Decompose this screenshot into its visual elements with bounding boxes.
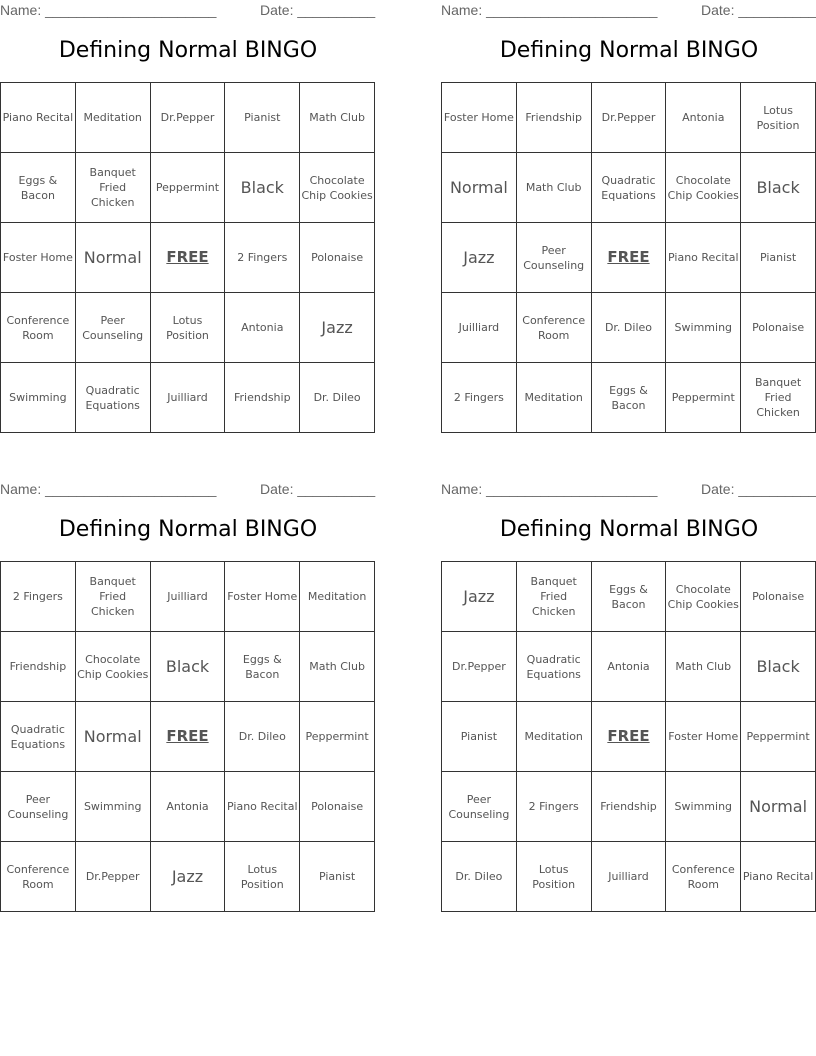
bingo-cell: 2 Fingers [442, 363, 517, 433]
bingo-cell: Eggs & Bacon [1, 153, 76, 223]
name-field: Name: ______________________ [0, 2, 217, 18]
bingo-cell: Foster Home [225, 562, 300, 632]
bingo-cell: Normal [76, 223, 151, 293]
bingo-cell: Dr.Pepper [442, 632, 517, 702]
bingo-card-4 [441, 479, 816, 919]
bingo-card-1 [0, 0, 376, 440]
bingo-cell: Lotus Position [225, 842, 300, 912]
bingo-cell: Piano Recital [225, 772, 300, 842]
bingo-cell: Jazz [442, 562, 517, 632]
bingo-cell: Foster Home [666, 702, 741, 772]
date-field: Date: __________ [701, 481, 816, 497]
bingo-cell: Chocolate Chip Cookies [300, 153, 375, 223]
bingo-cell: Piano Recital [741, 842, 816, 912]
free-space: FREE [151, 702, 226, 772]
bingo-cell: Jazz [300, 293, 375, 363]
name-field: Name: ______________________ [0, 481, 217, 497]
card-title: Defining Normal BINGO [499, 517, 759, 542]
bingo-cell: Polonaise [741, 562, 816, 632]
name-field: Name: ______________________ [441, 2, 658, 18]
card-header [441, 2, 816, 20]
bingo-cell: 2 Fingers [1, 562, 76, 632]
bingo-cell: Pianist [442, 702, 517, 772]
bingo-cell: Normal [76, 702, 151, 772]
bingo-cell: Juilliard [151, 363, 226, 433]
bingo-cell: Banquet Fried Chicken [76, 562, 151, 632]
bingo-cell: Juilliard [151, 562, 226, 632]
bingo-cell: Meditation [517, 363, 592, 433]
bingo-cell: Polonaise [300, 223, 375, 293]
bingo-cell: Quadratic Equations [1, 702, 76, 772]
bingo-card-2 [441, 0, 816, 440]
bingo-cell: Swimming [76, 772, 151, 842]
bingo-cell: Antonia [151, 772, 226, 842]
bingo-cell: Peppermint [741, 702, 816, 772]
name-field: Name: ______________________ [441, 481, 658, 497]
bingo-cell: Pianist [300, 842, 375, 912]
date-field: Date: __________ [260, 481, 376, 497]
bingo-cell: Peppermint [151, 153, 226, 223]
bingo-cell: Peppermint [666, 363, 741, 433]
bingo-cell: 2 Fingers [225, 223, 300, 293]
bingo-cell: Peer Counseling [1, 772, 76, 842]
bingo-cell: Lotus Position [741, 83, 816, 153]
bingo-grid [441, 561, 816, 912]
bingo-cell: Eggs & Bacon [592, 363, 667, 433]
bingo-cell: Antonia [592, 632, 667, 702]
bingo-cell: Polonaise [741, 293, 816, 363]
bingo-cell: Dr. Dileo [442, 842, 517, 912]
bingo-cell: 2 Fingers [517, 772, 592, 842]
bingo-cell: Conference Room [666, 842, 741, 912]
bingo-cell: Pianist [741, 223, 816, 293]
bingo-grid [441, 82, 816, 433]
bingo-cell: Swimming [1, 363, 76, 433]
bingo-cell: Friendship [1, 632, 76, 702]
bingo-cell: Lotus Position [151, 293, 226, 363]
free-space: FREE [592, 702, 667, 772]
bingo-cell: Peer Counseling [517, 223, 592, 293]
bingo-cell: Black [741, 632, 816, 702]
bingo-cell: Antonia [666, 83, 741, 153]
bingo-cell: Black [741, 153, 816, 223]
bingo-cell: Black [151, 632, 226, 702]
bingo-cell: Eggs & Bacon [225, 632, 300, 702]
bingo-cell: Math Club [300, 83, 375, 153]
bingo-card-3 [0, 479, 376, 919]
bingo-cell: Peer Counseling [76, 293, 151, 363]
card-title: Defining Normal BINGO [499, 38, 759, 63]
bingo-cell: Dr. Dileo [592, 293, 667, 363]
card-header [0, 481, 376, 499]
bingo-cell: Pianist [225, 83, 300, 153]
bingo-grid [0, 561, 375, 912]
bingo-cell: Lotus Position [517, 842, 592, 912]
bingo-cell: Polonaise [300, 772, 375, 842]
bingo-cell: Antonia [225, 293, 300, 363]
card-header [441, 481, 816, 499]
bingo-cell: Friendship [592, 772, 667, 842]
bingo-cell: Quadratic Equations [76, 363, 151, 433]
bingo-cell: Meditation [300, 562, 375, 632]
bingo-cell: Meditation [76, 83, 151, 153]
bingo-cell: Peer Counseling [442, 772, 517, 842]
card-header [0, 2, 376, 20]
bingo-cell: Banquet Fried Chicken [517, 562, 592, 632]
card-title: Defining Normal BINGO [58, 38, 318, 63]
bingo-cell: Foster Home [442, 83, 517, 153]
bingo-cell: Normal [741, 772, 816, 842]
bingo-cell: Eggs & Bacon [592, 562, 667, 632]
card-title: Defining Normal BINGO [58, 517, 318, 542]
bingo-cell: Conference Room [1, 842, 76, 912]
bingo-cell: Jazz [442, 223, 517, 293]
bingo-cell: Chocolate Chip Cookies [76, 632, 151, 702]
bingo-cell: Math Club [300, 632, 375, 702]
date-field: Date: __________ [701, 2, 816, 18]
bingo-cell: Dr. Dileo [225, 702, 300, 772]
bingo-cell: Foster Home [1, 223, 76, 293]
bingo-cell: Conference Room [517, 293, 592, 363]
bingo-cell: Piano Recital [1, 83, 76, 153]
bingo-cell: Piano Recital [666, 223, 741, 293]
bingo-cell: Peppermint [300, 702, 375, 772]
bingo-cell: Dr.Pepper [76, 842, 151, 912]
bingo-cell: Juilliard [592, 842, 667, 912]
bingo-cell: Meditation [517, 702, 592, 772]
bingo-cell: Friendship [517, 83, 592, 153]
bingo-cell: Dr.Pepper [592, 83, 667, 153]
bingo-cell: Quadratic Equations [592, 153, 667, 223]
bingo-cell: Math Club [517, 153, 592, 223]
bingo-cell: Quadratic Equations [517, 632, 592, 702]
free-space: FREE [592, 223, 667, 293]
bingo-cell: Swimming [666, 293, 741, 363]
bingo-cell: Black [225, 153, 300, 223]
bingo-cell: Conference Room [1, 293, 76, 363]
date-field: Date: __________ [260, 2, 376, 18]
bingo-cell: Chocolate Chip Cookies [666, 562, 741, 632]
bingo-cell: Dr. Dileo [300, 363, 375, 433]
bingo-cell: Normal [442, 153, 517, 223]
bingo-cell: Math Club [666, 632, 741, 702]
bingo-cell: Jazz [151, 842, 226, 912]
bingo-cell: Banquet Fried Chicken [76, 153, 151, 223]
bingo-cell: Swimming [666, 772, 741, 842]
bingo-grid [0, 82, 375, 433]
bingo-cell: Friendship [225, 363, 300, 433]
bingo-cell: Banquet Fried Chicken [741, 363, 816, 433]
bingo-cell: Juilliard [442, 293, 517, 363]
bingo-cell: Dr.Pepper [151, 83, 226, 153]
free-space: FREE [151, 223, 226, 293]
bingo-cell: Chocolate Chip Cookies [666, 153, 741, 223]
